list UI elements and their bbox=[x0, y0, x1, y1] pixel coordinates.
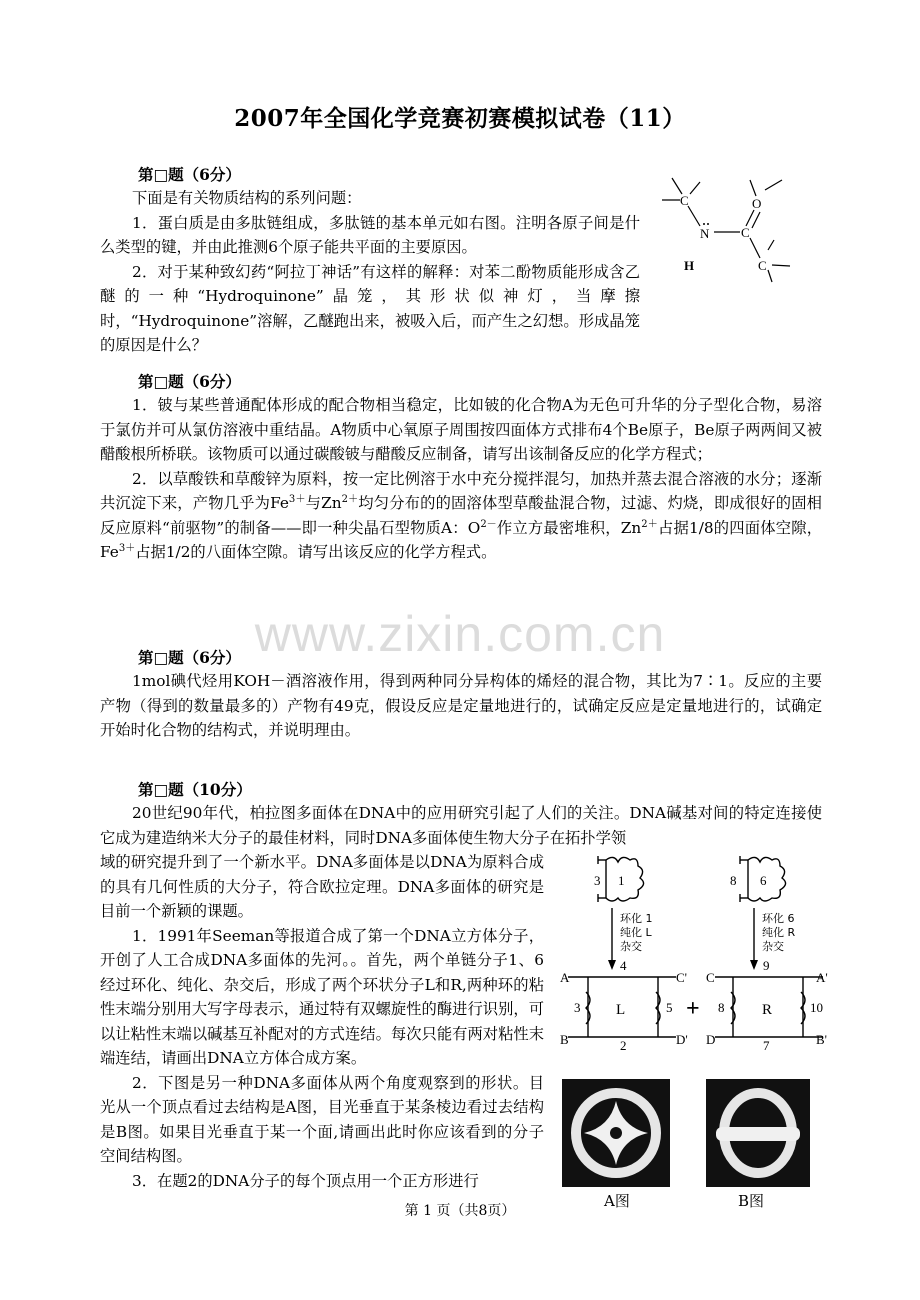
q3-part1: 1mol碘代烃用KOH－酒溶液作用，得到两种同分异构体的烯烃的混合物，其比为7∶1。反应的主要产物（得到的数量最多的）产物有49克，假设反应是定量地进行的，试确定反应是定量地进行的，试确定开始时化合物的结构式，并说明理由。 bbox=[100, 672, 822, 739]
figure-A-image bbox=[562, 1079, 670, 1187]
L-right-num: 5 bbox=[666, 1000, 673, 1015]
q1-part1: 1．蛋白质是由多肽链组成，多肽链的基本单元如右图。注明各原子间是什么类型的键，并由此推测6个原子能共平面的主要原因。 bbox=[100, 213, 640, 256]
R-C: A' bbox=[816, 970, 828, 985]
scheme-right-num: 8 bbox=[730, 873, 737, 888]
q1-heading: 第□题（6分） bbox=[138, 165, 241, 184]
peptide-unit-figure bbox=[650, 170, 820, 285]
q3-heading: 第□题（6分） bbox=[138, 648, 241, 667]
scheme-left-loop: 1 bbox=[618, 873, 625, 888]
left-step-2: 纯化 L bbox=[620, 926, 652, 939]
figure-A-caption: A图 bbox=[604, 1192, 630, 1210]
L-C: C' bbox=[676, 970, 688, 985]
atom-c2: C bbox=[741, 225, 750, 240]
R-right-num: 10 bbox=[810, 1000, 823, 1015]
R-A: C bbox=[706, 970, 715, 985]
R-left-num: 8 bbox=[718, 1000, 725, 1015]
R-B: D bbox=[706, 1032, 716, 1047]
R-D: B' bbox=[816, 1032, 828, 1047]
q1-part2: 2．对于某种致幻药“阿拉丁神话”有这样的解释：对苯二酚物质能形成含乙醚的一种“Hydroquinone”晶笼，其形状似神灯，当摩擦时，“Hydroquinone”溶解，乙醚跑出来，被吸入后，而产生之幻想。形成晶笼的原因是什么？ bbox=[100, 262, 640, 354]
left-step-3: 杂交 bbox=[620, 940, 642, 953]
atom-h: H bbox=[684, 258, 695, 273]
q4-intro-text2: 域的研究提升到了一个新水平。DNA多面体是以DNA为原料合成的具有几何性质的大分子，符合欧拉定理。DNA多面体的研究是目前一个新颖的课题。 bbox=[100, 853, 544, 920]
R-label: R bbox=[762, 1002, 773, 1018]
R-bottom-num: 7 bbox=[763, 1038, 770, 1052]
q4-intro-text: 20世纪90年代，柏拉图多面体在DNA中的应用研究引起了人们的关注。DNA碱基对间的特定连接使它成为建造纳米大分子的最佳材料，同时DNA多面体使生物大分子在拓扑学领 bbox=[100, 804, 822, 847]
atom-o: O bbox=[752, 196, 762, 211]
atom-n: N bbox=[700, 226, 710, 241]
q2-part2: 2．以草酸铁和草酸锌为原料，按一定比例溶于水中充分搅拌混匀，加热并蒸去混合溶液的水分；逐渐共沉淀下来，产物几乎为$Fe^{3+}$与$Zn^{2+}$均匀分布的的固溶体型草酸盐混合物，过滤、灼烧，即成很好的固相反应原料“前驱物”的制备——即一种尖晶石型物质A：$O^{2-}$作立方最密堆积，$Zn^{2+}$占据1/8的四面体空隙，$Fe^{3+}$占据1/2的八面体空隙。请写出该反应的化学方程式。 bbox=[100, 469, 822, 561]
q3-body bbox=[100, 669, 822, 743]
L-A: A bbox=[560, 970, 570, 985]
q4-body bbox=[100, 850, 544, 1193]
q1-intro: 下面是有关物质结构的系列问题： bbox=[132, 189, 362, 207]
watermark: www.zixin.com.cn bbox=[254, 606, 666, 662]
L-top-num: 4 bbox=[620, 958, 627, 973]
loop-6-shape bbox=[748, 857, 786, 901]
L-B: B bbox=[560, 1032, 569, 1047]
R-top-num: 9 bbox=[763, 958, 770, 973]
L-D: D' bbox=[676, 1032, 688, 1047]
dna-cube-scheme bbox=[558, 852, 838, 1052]
q1-body bbox=[100, 186, 640, 358]
right-step-1: 环化 6 bbox=[762, 912, 795, 925]
atom-c1: C bbox=[680, 193, 689, 208]
q4-part2: 2．下图是另一种DNA多面体从两个角度观察到的形状。目光从一个顶点看过去结构是A图，目光垂直于某条棱边看过去结构是B图。如果目光垂直于某一个面,请画出此时你应该看到的分子空间结构图。 bbox=[100, 1073, 544, 1165]
q4-part3: 3．在题2的DNA分子的每个顶点用一个正方形进行 bbox=[132, 1171, 479, 1190]
right-step-3: 杂交 bbox=[762, 940, 784, 953]
q2-body bbox=[100, 393, 822, 565]
scheme-right-loop: 6 bbox=[760, 873, 767, 888]
figure-B-image bbox=[706, 1079, 810, 1187]
q2-heading: 第□题（6分） bbox=[138, 372, 241, 391]
q4-intro bbox=[100, 801, 822, 850]
page-footer: 第 1 页（共8页） bbox=[404, 1203, 516, 1219]
scheme-left-num: 3 bbox=[594, 873, 601, 888]
L-left-num: 3 bbox=[574, 1000, 581, 1015]
plus-sign: + bbox=[686, 996, 700, 1022]
q4-part1: 1．1991年Seeman等报道合成了第一个DNA立方体分子，开创了人工合成DNA多面体的先河。。首先，两个单链分子1、6经过环化、纯化、杂交后，形成了两个环状分子L和R,两种环的粘性末端分别用大写字母表示，通过特有双螺旋性的酶进行识别，可以让粘性末端以碱基互补配对的方式连结。每次只能有两对粘性末端连结，请画出DNA立方体合成方案。 bbox=[100, 926, 544, 1067]
right-step-2: 纯化 R bbox=[762, 926, 796, 939]
atom-c3: C bbox=[758, 258, 767, 273]
L-label: L bbox=[616, 1002, 626, 1018]
q1-part2-start bbox=[100, 260, 640, 358]
q4-heading: 第□题（10分） bbox=[138, 780, 252, 799]
page-title: 2007年全国化学竞赛初赛模拟试卷（11） bbox=[234, 105, 686, 132]
figure-B-caption: B图 bbox=[738, 1192, 765, 1210]
left-step-1: 环化 1 bbox=[620, 912, 653, 925]
L-bottom-num: 2 bbox=[620, 1038, 627, 1052]
q2-part1: 1．铍与某些普通配体形成的配合物相当稳定，比如铍的化合物A为无色可升华的分子型化合物，易溶于氯仿并可从氯仿溶液中重结晶。A物质中心氧原子周围按四面体方式排布4个Be原子，Be原子两两间又被醋酸根所桥联。该物质可以通过碳酸铍与醋酸反应制备，请写出该制备反应的化学方程式； bbox=[100, 396, 822, 463]
loop-1-shape bbox=[606, 857, 644, 901]
